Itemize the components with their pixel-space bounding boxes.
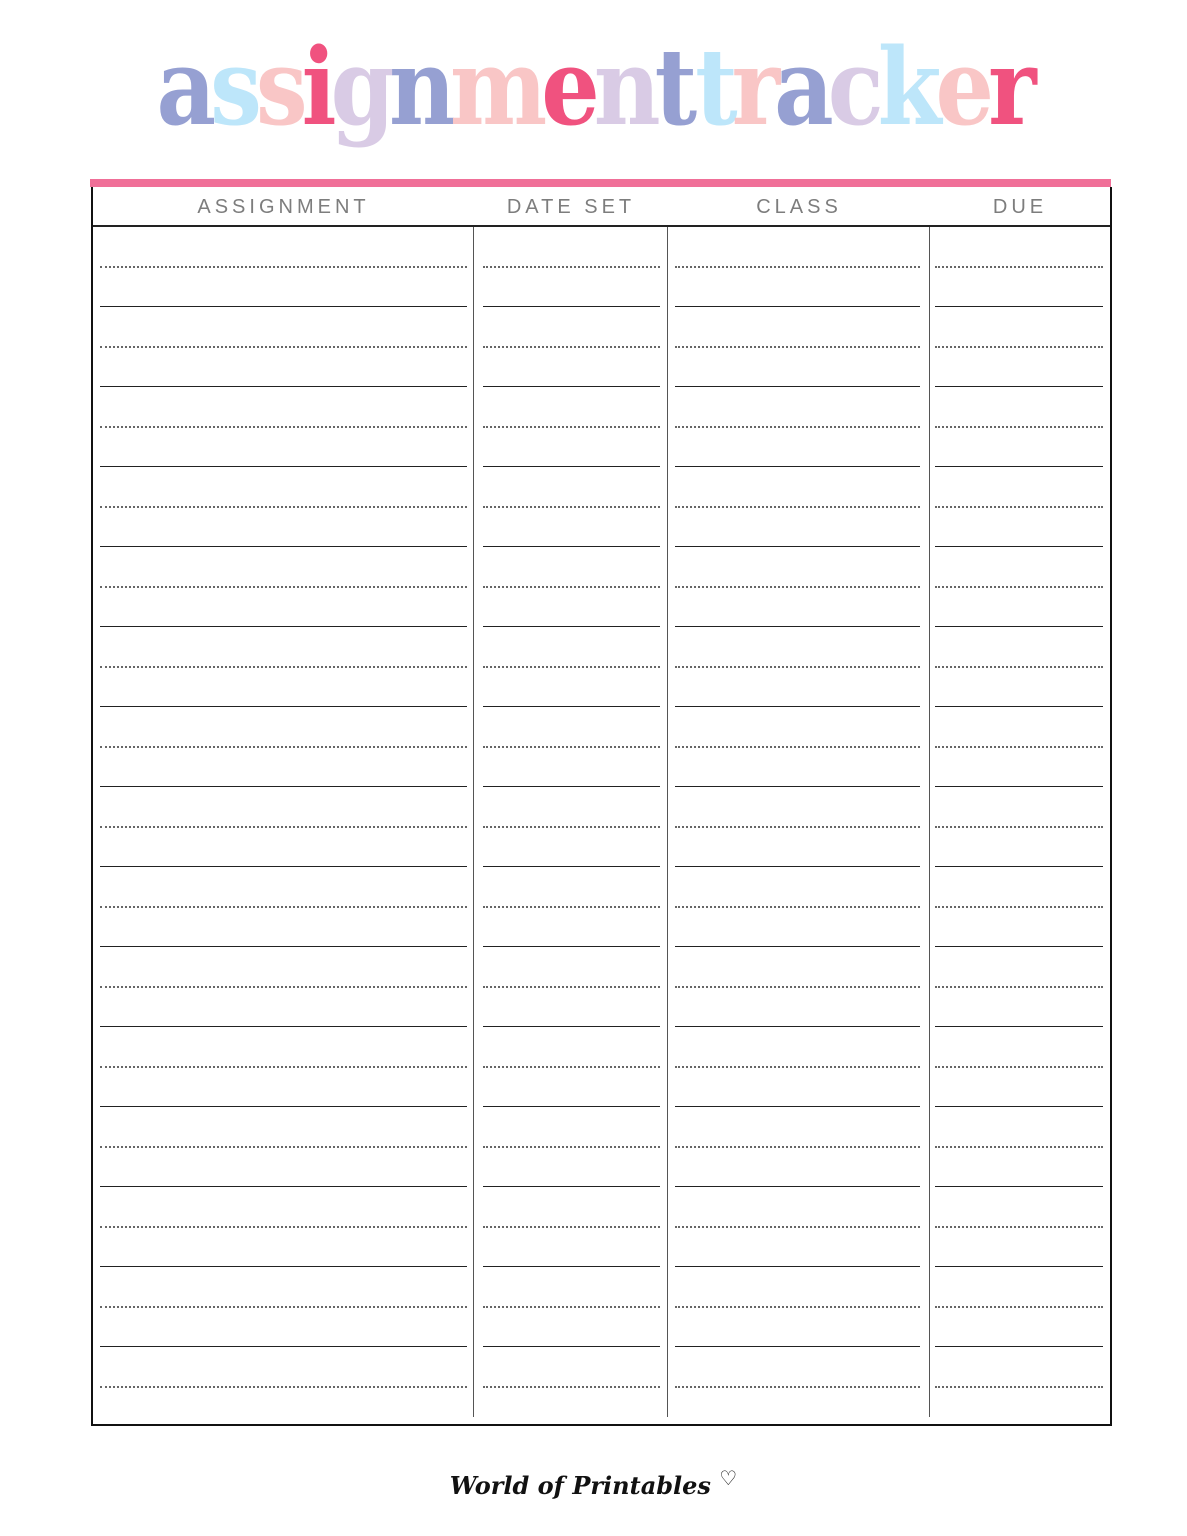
date-set-entry-line[interactable]: [483, 506, 660, 508]
row-divider: [100, 546, 467, 547]
row-divider: [483, 1266, 660, 1267]
column-header-date-set: DATE SET: [506, 196, 636, 218]
row-divider: [100, 706, 467, 707]
row-divider: [483, 1346, 660, 1347]
brand-logo: [0, 1466, 1187, 1500]
row-divider: [483, 946, 660, 947]
date-set-entry-line[interactable]: [483, 426, 660, 428]
class-entry-line[interactable]: [675, 1066, 920, 1068]
heart-icon: ♡: [719, 1466, 738, 1490]
class-entry-line[interactable]: [675, 1226, 920, 1228]
assignment-entry-line[interactable]: [100, 1306, 467, 1308]
assignment-entry-line[interactable]: [100, 826, 467, 828]
row-divider: [483, 786, 660, 787]
title-letter: a: [774, 24, 828, 150]
assignment-entry-line[interactable]: [100, 666, 467, 668]
title-letter: a: [156, 24, 211, 150]
row-divider: [483, 1106, 660, 1107]
tracker-table: [91, 187, 1112, 1426]
title-letter: g: [330, 24, 389, 150]
class-entry-line[interactable]: [675, 746, 920, 748]
assignment-entry-line[interactable]: [100, 426, 467, 428]
row-divider: [100, 1186, 467, 1187]
row-divider: [675, 626, 920, 627]
row-divider: [100, 1266, 467, 1267]
accent-bar: [90, 179, 1111, 187]
due-entry-line[interactable]: [935, 986, 1103, 988]
row-divider: [935, 1106, 1103, 1107]
row-divider: [935, 866, 1103, 867]
row-divider: [675, 706, 920, 707]
class-entry-line[interactable]: [675, 506, 920, 508]
class-entry-line[interactable]: [675, 1306, 920, 1308]
row-divider: [675, 1026, 920, 1027]
due-entry-line[interactable]: [935, 826, 1103, 828]
due-entry-line[interactable]: [935, 506, 1103, 508]
row-divider: [483, 626, 660, 627]
date-set-entry-line[interactable]: [483, 986, 660, 988]
assignment-entry-line[interactable]: [100, 1066, 467, 1068]
title-letter: e: [541, 24, 594, 150]
date-set-entry-line[interactable]: [483, 906, 660, 908]
date-set-entry-line[interactable]: [483, 1146, 660, 1148]
assignment-entry-line[interactable]: [100, 1146, 467, 1148]
due-entry-line[interactable]: [935, 1066, 1103, 1068]
row-divider: [483, 386, 660, 387]
title-letter: c: [827, 24, 878, 150]
row-divider: [935, 706, 1103, 707]
title-letter: t: [695, 24, 732, 150]
row-divider: [483, 466, 660, 467]
date-set-entry-line[interactable]: [483, 1386, 660, 1388]
assignment-entry-line[interactable]: [100, 266, 467, 268]
row-divider: [100, 946, 467, 947]
due-entry-line[interactable]: [935, 906, 1103, 908]
class-entry-line[interactable]: [675, 1146, 920, 1148]
title-letter: m: [449, 24, 542, 150]
title-letter: s: [255, 24, 302, 150]
date-set-entry-line[interactable]: [483, 1226, 660, 1228]
row-divider: [675, 386, 920, 387]
due-entry-line[interactable]: [935, 666, 1103, 668]
assignment-entry-line[interactable]: [100, 1386, 467, 1388]
row-divider: [100, 386, 467, 387]
row-divider: [935, 466, 1103, 467]
title-letter: n: [388, 24, 450, 150]
row-divider: [100, 1026, 467, 1027]
column-header-class: CLASS: [756, 196, 842, 218]
class-entry-line[interactable]: [675, 826, 920, 828]
assignment-entry-line[interactable]: [100, 586, 467, 588]
class-entry-line[interactable]: [675, 426, 920, 428]
row-divider: [483, 1026, 660, 1027]
row-divider: [935, 946, 1103, 947]
row-divider: [483, 306, 660, 307]
title-letter: k: [877, 24, 936, 150]
row-divider: [100, 866, 467, 867]
row-divider: [100, 466, 467, 467]
row-divider: [483, 546, 660, 547]
row-divider: [675, 1106, 920, 1107]
date-set-entry-line[interactable]: [483, 586, 660, 588]
row-divider: [935, 306, 1103, 307]
class-entry-line[interactable]: [675, 666, 920, 668]
row-divider: [675, 1266, 920, 1267]
assignment-entry-line[interactable]: [100, 506, 467, 508]
class-entry-line[interactable]: [675, 266, 920, 268]
row-divider: [100, 626, 467, 627]
due-entry-line[interactable]: [935, 1386, 1103, 1388]
page-title: [0, 22, 1187, 152]
due-entry-line[interactable]: [935, 586, 1103, 588]
class-entry-line[interactable]: [675, 586, 920, 588]
column-header-due: DUE: [992, 196, 1048, 218]
due-entry-line[interactable]: [935, 346, 1103, 348]
row-divider: [100, 1346, 467, 1347]
row-divider: [935, 626, 1103, 627]
title-letter: s: [210, 24, 256, 150]
row-divider: [675, 306, 920, 307]
title-letter: n: [593, 24, 655, 150]
row-divider: [935, 386, 1103, 387]
row-divider: [100, 1106, 467, 1107]
brand-name: World of Printables: [449, 1471, 711, 1500]
column-divider: [667, 227, 668, 1417]
date-set-entry-line[interactable]: [483, 666, 660, 668]
row-divider: [483, 706, 660, 707]
assignment-entry-line[interactable]: [100, 346, 467, 348]
row-divider: [675, 1346, 920, 1347]
date-set-entry-line[interactable]: [483, 1066, 660, 1068]
row-divider: [675, 466, 920, 467]
date-set-entry-line[interactable]: [483, 746, 660, 748]
row-divider: [935, 1346, 1103, 1347]
column-divider: [929, 227, 930, 1417]
row-divider: [935, 1026, 1103, 1027]
row-divider: [675, 1186, 920, 1187]
row-divider: [100, 306, 467, 307]
row-divider: [675, 786, 920, 787]
due-entry-line[interactable]: [935, 266, 1103, 268]
class-entry-line[interactable]: [675, 986, 920, 988]
date-set-entry-line[interactable]: [483, 826, 660, 828]
title-letter: r: [988, 24, 1031, 150]
title-letter: r: [731, 24, 775, 150]
title-letter: i: [301, 24, 331, 150]
column-header-assignment: ASSIGNMENT: [197, 196, 370, 218]
row-divider: [935, 1186, 1103, 1187]
due-entry-line[interactable]: [935, 1226, 1103, 1228]
table-header: [93, 187, 1110, 227]
row-divider: [675, 546, 920, 547]
assignment-entry-line[interactable]: [100, 986, 467, 988]
class-entry-line[interactable]: [675, 346, 920, 348]
title-letter: t: [654, 24, 692, 150]
class-entry-line[interactable]: [675, 1386, 920, 1388]
due-entry-line[interactable]: [935, 1306, 1103, 1308]
assignment-entry-line[interactable]: [100, 906, 467, 908]
row-divider: [100, 786, 467, 787]
date-set-entry-line[interactable]: [483, 266, 660, 268]
date-set-entry-line[interactable]: [483, 1306, 660, 1308]
row-divider: [675, 946, 920, 947]
due-entry-line[interactable]: [935, 426, 1103, 428]
row-divider: [483, 866, 660, 867]
due-entry-line[interactable]: [935, 746, 1103, 748]
row-divider: [483, 1186, 660, 1187]
due-entry-line[interactable]: [935, 1146, 1103, 1148]
column-divider: [473, 227, 474, 1417]
title-letter: e: [935, 24, 989, 150]
assignment-entry-line[interactable]: [100, 746, 467, 748]
class-entry-line[interactable]: [675, 906, 920, 908]
row-divider: [935, 786, 1103, 787]
row-divider: [935, 546, 1103, 547]
row-divider: [935, 1266, 1103, 1267]
assignment-entry-line[interactable]: [100, 1226, 467, 1228]
date-set-entry-line[interactable]: [483, 346, 660, 348]
row-divider: [675, 866, 920, 867]
